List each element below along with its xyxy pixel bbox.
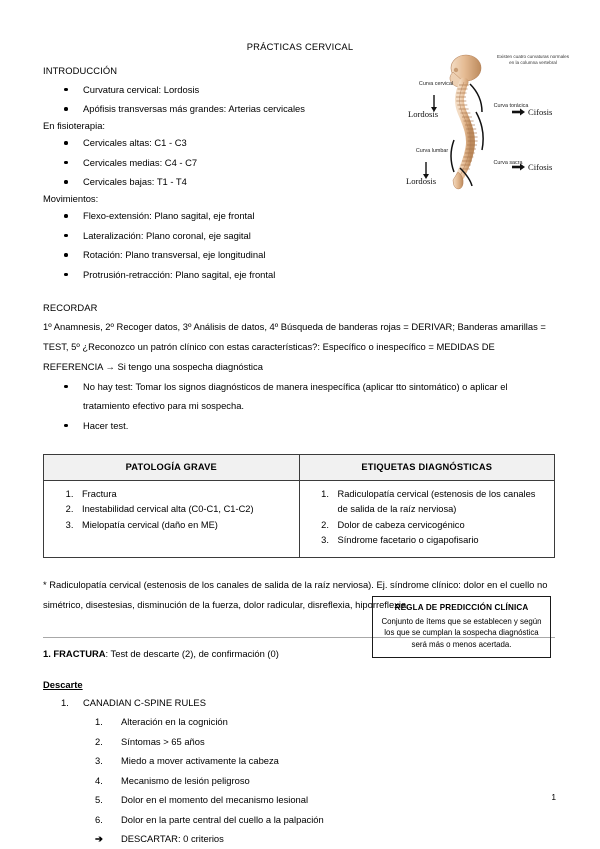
list-item <box>83 751 555 771</box>
list-item: 2. Dolor de cabeza cervicogénico <box>332 518 549 534</box>
list-item <box>83 810 555 830</box>
criterion-text: Alteración en la cognición <box>121 716 228 728</box>
page-title: PRÁCTICAS CERVICAL <box>246 41 354 52</box>
list-marker: 3. <box>95 755 103 767</box>
list-item: No hay test: Tomar los signos diagnósticos de manera inespecífica (aplicar tto sintomático) o aplicar el tratamiento efectivo para mi sospecha. <box>43 377 555 416</box>
figure-label-lumbar: Curva lumbar <box>415 148 449 154</box>
etiquetas-diagnosticas-list <box>306 487 549 549</box>
criterion-text: Mecanismo de lesión peligroso <box>121 774 250 786</box>
figure-value-sacra: Cifosis <box>528 162 553 172</box>
list-marker: 1. <box>95 716 103 728</box>
heading-descarte: Descarte <box>43 679 83 691</box>
fractura-rest: : Test de descarte (2), de confirmación (0) <box>105 647 279 659</box>
fisioterapia-bullet-list <box>43 133 555 192</box>
table-row <box>44 480 555 557</box>
list-item: 1. Radiculopatía cervical (estenosis de los canales de salida de la raíz nerviosa) <box>332 487 549 518</box>
heading-introduccion: INTRODUCCIÓN <box>43 65 118 76</box>
list-item <box>83 790 555 810</box>
criterion-text: Dolor en la parte central del cuello a la palpación <box>121 813 324 825</box>
cspine-criteria-list <box>83 712 555 849</box>
list-item: Flexo-extensión: Plano sagital, eje frontal <box>43 206 555 226</box>
list-item <box>83 732 555 752</box>
fractura-label: 1. FRACTURA <box>43 647 106 659</box>
criterion-text: Dolor en el momento del mecanismo lesional <box>121 794 309 806</box>
label-en-fisioterapia: En fisioterapia: <box>43 119 106 131</box>
list-marker: 4. <box>95 774 103 786</box>
list-item: 2. Inestabilidad cervical alta (C0-C1, C1-C2) <box>76 502 293 518</box>
patologia-grave-list <box>50 487 293 534</box>
figure-value-lumbar: Lordosis <box>406 176 437 186</box>
heading-recordar: RECORDAR <box>43 302 98 314</box>
figure-label-cervical: Curva cervical <box>418 81 454 87</box>
list-item: Curvatura cervical: Lordosis <box>43 80 555 100</box>
figure-note: Existen cuatro curvaturas normales en la columna vertebral <box>497 54 569 66</box>
rule-name: CANADIAN C-SPINE RULES <box>83 696 206 708</box>
callout-body: Conjunto de ítems que se establecen y según los que se cumplan la sospecha diagnóstica será más o menos acertada. <box>381 616 542 649</box>
list-item-descartar <box>83 829 555 849</box>
criterion-text: Miedo a mover activamente la cabeza <box>121 755 279 767</box>
recordar-bullet-list <box>43 377 555 436</box>
intro-bullet-list <box>43 80 555 119</box>
list-item: Rotación: Plano transversal, eje longitudinal <box>43 245 555 265</box>
clinical-prediction-rule-box <box>372 596 551 658</box>
recordar-paragraph: 1º Anamnesis, 2º Recoger datos, 3º Análisis de datos, 4º Búsqueda de banderas rojas = DERIVAR; Banderas amarillas = TEST, 5º ¿Reconozco un patrón clínico con estas características?: Específico o inespecífico = MEDIDAS DE REFERENCIA → Si tengo una sospecha diagnóstica <box>43 320 546 372</box>
list-item <box>83 712 555 732</box>
list-item: 3. Mielopatía cervical (daño en ME) <box>76 518 293 534</box>
table-header-etiquetas-diagnosticas: ETIQUETAS DIAGNÓSTICAS <box>299 455 555 480</box>
list-item: Hacer test. <box>43 416 555 436</box>
page-number: 1 <box>551 791 556 802</box>
figure-value-toracica: Cifosis <box>528 107 553 117</box>
list-item: 1. Fractura <box>76 487 293 503</box>
list-item: Protrusión-retracción: Plano sagital, eje frontal <box>43 265 555 285</box>
list-marker: 1. <box>61 696 69 708</box>
list-marker: 5. <box>95 794 103 806</box>
criterion-text: DESCARTAR: 0 criterios <box>121 833 224 845</box>
table-header-patologia-grave: PATOLOGÍA GRAVE <box>44 455 300 480</box>
criterion-text: Síntomas > 65 años <box>121 735 205 747</box>
list-item: Cervicales medias: C4 - C7 <box>43 153 555 173</box>
list-item: Cervicales altas: C1 - C3 <box>43 133 555 153</box>
pathology-table <box>43 454 555 557</box>
list-item: 3. Síndrome facetario o cigapofisario <box>332 533 549 549</box>
list-marker: 6. <box>95 813 103 825</box>
figure-label-toracica: Curva torácica <box>493 103 529 109</box>
table-header-row <box>44 455 555 480</box>
figure-value-cervical: Lordosis <box>408 109 439 119</box>
list-item <box>83 771 555 791</box>
footnote-radiculopatia: * Radiculopatía cervical (estenosis de los canales de salida de la raíz nerviosa). Ej. síndrome clínico: dolor en el cuello no simétrico, disestesias, disminución de la fuerza, dolor radicular, disreflexia, hiporreflexia. <box>43 578 548 610</box>
label-movimientos: Movimientos: <box>43 192 99 204</box>
movimientos-bullet-list <box>43 206 555 284</box>
callout-title: REGLA DE PREDICCIÓN CLÍNICA <box>394 603 529 612</box>
list-item: Apófisis transversas más grandes: Arterias cervicales <box>43 99 555 119</box>
list-item: Cervicales bajas: T1 - T4 <box>43 172 555 192</box>
list-marker: 2. <box>95 735 103 747</box>
descarte-rule-list <box>43 693 555 849</box>
arrow-right-icon: ➔ <box>95 833 103 845</box>
table-cell-etiquetas-diagnosticas <box>299 480 555 557</box>
table-cell-patologia-grave <box>44 480 300 557</box>
list-item-canadian-cspine <box>43 693 555 849</box>
figure-label-sacra: Curva sacra <box>493 160 523 166</box>
list-item: Lateralización: Plano coronal, eje sagital <box>43 226 555 246</box>
document-body <box>43 64 555 849</box>
